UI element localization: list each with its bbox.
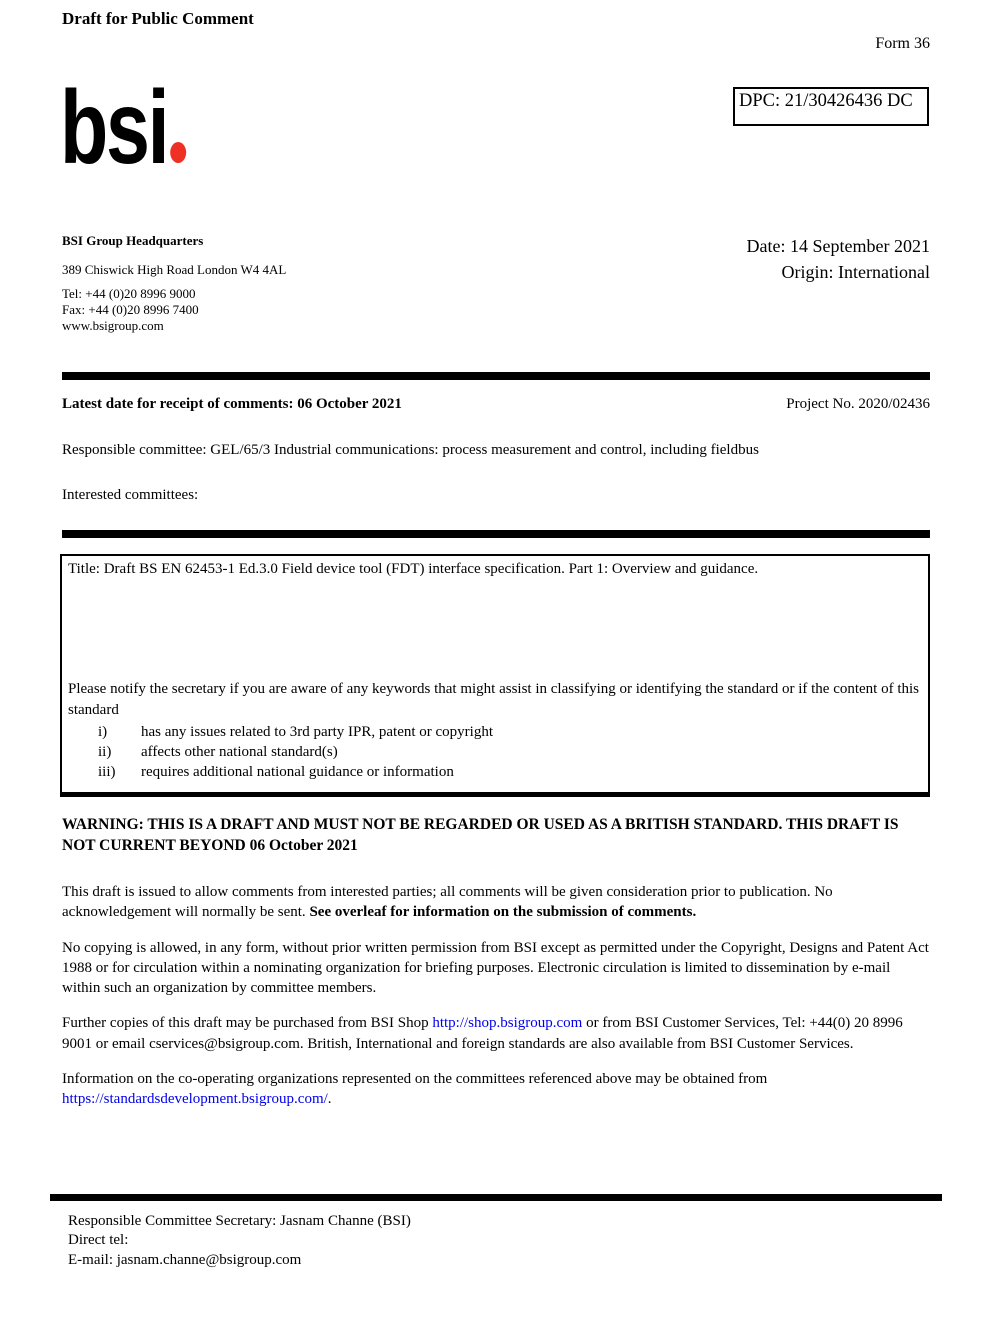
- paragraph-draft-issued: [62, 882, 930, 923]
- form-number-label: Form 36: [875, 35, 930, 52]
- hq-title: BSI Group Headquarters: [62, 233, 204, 248]
- divider-bar-middle: [62, 530, 930, 538]
- paragraph-cooperating-orgs: [62, 1069, 930, 1110]
- paragraph-text: or from BSI Customer Services, Tel: +44(0) 20 8996 9001 or email cservices@bsigroup.com. British, International and foreign standards are also available from BSI Customer Services.: [62, 1015, 903, 1052]
- hq-address: 389 Chiswick High Road London W4 4AL: [62, 262, 287, 277]
- dpc-number-text: DPC: 21/30426436 DC: [739, 91, 913, 111]
- address-block: [62, 233, 286, 334]
- hq-tel: Tel: +44 (0)20 8996 9000: [62, 286, 196, 301]
- bsi-logo: [60, 70, 186, 186]
- bsi-logo-text: bsi: [60, 70, 168, 186]
- bsi-logo-red-dot-icon: [170, 142, 186, 163]
- list-item-text: requires additional national guidance or information: [141, 764, 454, 780]
- paragraph-text: This draft is issued to allow comments from interested parties; all comments will be given consideration prior to publication. No acknowledgement will normally be sent.: [62, 884, 833, 921]
- bsi-shop-link[interactable]: http://shop.bsigroup.com: [432, 1015, 583, 1032]
- paragraph-further-copies: [62, 1013, 930, 1054]
- interested-committees-line: Interested committees:: [62, 487, 199, 503]
- origin-line: Origin: International: [781, 262, 930, 282]
- list-item-marker: ii): [98, 744, 112, 760]
- responsible-committee-line: Responsible committee: GEL/65/3 Industrial communications: process measurement and control, including fieldbus: [62, 442, 759, 458]
- hq-website: www.bsigroup.com: [62, 318, 164, 333]
- hq-fax: Fax: +44 (0)20 8996 7400: [62, 302, 199, 317]
- date-line: Date: 14 September 2021: [746, 236, 930, 256]
- list-item-marker: iii): [98, 764, 116, 780]
- project-number-label: Project No. 2020/02436: [786, 396, 930, 412]
- document-header: [0, 0, 990, 372]
- comments-deadline-row: [62, 394, 930, 414]
- email-line: E-mail: jasnam.channe@bsigroup.com: [68, 1251, 302, 1268]
- divider-bar-footer: [50, 1194, 942, 1201]
- direct-tel-line: Direct tel:: [68, 1232, 129, 1249]
- notify-item-list: [68, 722, 922, 782]
- list-item: [68, 742, 922, 762]
- list-item: [68, 762, 922, 782]
- paragraph-text: Further copies of this draft may be purchased from BSI Shop: [62, 1015, 433, 1032]
- list-item: [68, 722, 922, 742]
- dpc-number-box: [733, 87, 929, 126]
- draft-warning-text: WARNING: THIS IS A DRAFT AND MUST NOT BE REGARDED OR USED AS A BRITISH STANDARD. THIS DRAFT IS NOT CURRENT BEYOND 06 October 2021: [62, 816, 899, 854]
- title-box: [60, 554, 930, 797]
- list-item-text: has any issues related to 3rd party IPR, patent or copyright: [141, 724, 494, 740]
- paragraph-text: Information on the co-operating organizations represented on the committees referenced above may be obtained from: [62, 1071, 768, 1088]
- draft-for-public-comment-heading: Draft for Public Comment: [62, 9, 254, 28]
- list-item-text: affects other national standard(s): [141, 744, 338, 760]
- latest-date-label: Latest date for receipt of comments: 06 October 2021: [62, 396, 402, 412]
- paragraph-no-copying: No copying is allowed, in any form, without prior written permission from BSI except as permitted under the Copyright, Designs and Patent Act 1988 or for circulation within a nominating organization for briefing purposes. Electronic circulation is limited to dissemination by e-mail within such an organization by committee members.: [62, 939, 929, 997]
- standards-development-link[interactable]: https://standardsdevelopment.bsigroup.com/: [62, 1091, 328, 1108]
- paragraph-text: .: [327, 1091, 332, 1108]
- list-item-marker: i): [98, 724, 108, 740]
- see-overleaf-bold-text: See overleaf for information on the submission of comments.: [309, 904, 697, 921]
- standard-title: Title: Draft BS EN 62453-1 Ed.3.0 Field device tool (FDT) interface specification. Part 1: Overview and guidance.: [68, 561, 759, 577]
- divider-bar-top: [62, 372, 930, 380]
- footer-contact-block: [68, 1212, 990, 1271]
- committee-secretary-line: Responsible Committee Secretary: Jasnam Channe (BSI): [68, 1212, 411, 1229]
- notify-secretary-text: Please notify the secretary if you are aware of any keywords that might assist in classifying or identifying the standard or if the content of this standard: [68, 681, 920, 718]
- date-origin-block: [747, 233, 930, 285]
